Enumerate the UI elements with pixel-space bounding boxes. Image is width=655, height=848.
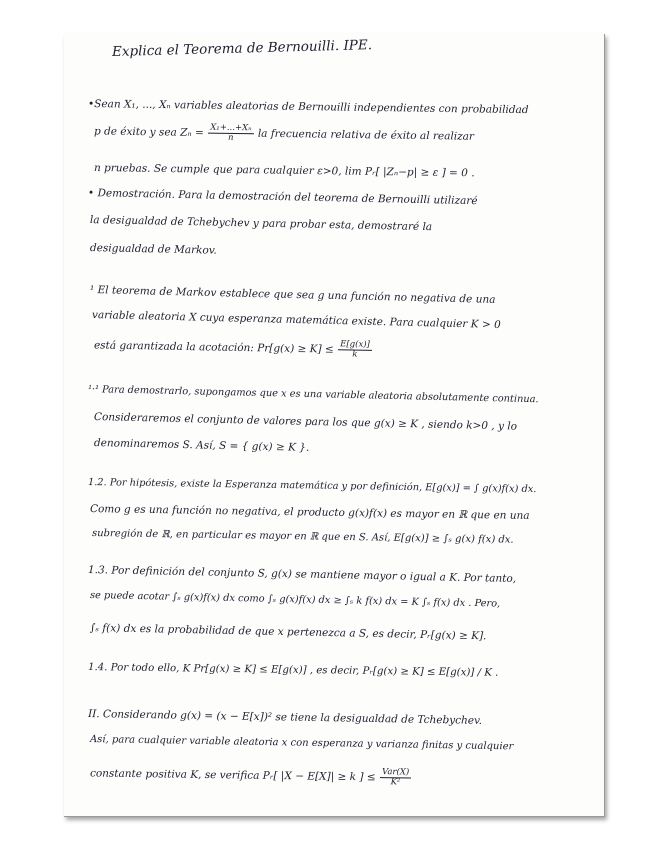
markov-fraction-numerator: E[g(x)] [338,340,372,351]
p5-line-1: 1.2. Por hipótesis, existe la Esperanza matemática y por definición, E[g(x)] = ∫ g(x)f(x) dx. [87,477,537,496]
p6-line-3: ∫ₛ f(x) dx es la probabilidad de que x pertenezca a S, es decir, Pᵣ[g(x) ≥ K]. [89,622,487,643]
p4-line-1: ¹·¹ Para demostrarlo, supongamos que x es una variable aleatoria absolutamente continua. [87,384,539,406]
p3-line-1: ¹ El teorema de Markov establece que sea g una función no negativa de una [89,284,496,306]
p7-line-1: 1.4. Por todo ello, K Pr[g(x) ≥ K] ≤ E[g(x)] , es decir, Pᵣ[g(x) ≥ K] ≤ E[g(x)] / K . [87,662,499,679]
z-fraction-numerator: X₁+...+Xₙ [208,124,253,135]
p1-line-1: •Sean X₁, ..., Xₙ variables aleatorias de Bernouilli independientes con probabilidad [87,98,529,117]
p4-line-2: Consideraremos el conjunto de valores para los que g(x) ≥ K , siendo k>0 , y lo [93,411,518,433]
p5-line-2: Como g es una función no negativa, el producto g(x)f(x) es mayor en ℝ que en una [89,503,530,522]
tchebychev-fraction-denominator: K² [390,777,401,788]
p1-line-3: n pruebas. Se cumple que para cualquier ε>0, lim Pᵣ[ |Zₙ−p| ≥ ε ] = 0 . [93,162,475,180]
tchebychev-fraction-numerator: Var(X) [380,768,411,778]
p3-line-3 [94,336,373,360]
markov-fraction [338,340,372,359]
p6-line-1: 1.3. Por definición del conjunto S, g(x) se mantiene mayor o igual a K. Por tanto, [87,564,517,585]
p2-line-2: la desigualdad de Tchebychev y para probar esta, demostraré la [89,214,433,234]
p3-line-2: variable aleatoria X cuya esperanza matemática existe. Para cualquier K > 0 [91,309,501,331]
p2-line-3: desigualdad de Markov. [89,242,217,257]
page-title: Explica el Teorema de Bernouilli. IPE. [111,37,373,60]
p6-line-2: se puede acotar ∫ₛ g(x)f(x) dx como ∫ₛ g(x)f(x) dx ≥ ∫ₛ k f(x) dx = K ∫ₛ f(x) dx . Pero, [89,590,501,610]
p1-line-2-end: la frecuencia relativa de éxito al realizar [257,127,475,143]
p5-line-3: subregión de ℝ, en particular es mayor en ℝ que en S. Así, E[g(x)] ≥ ∫ₛ g(x) f(x) dx. [91,528,514,546]
tchebychev-fraction [380,768,411,787]
p8-line-3-start: constante positiva K, se verifica Pᵣ[ |X − E[X]| ≥ k ] ≤ [89,767,376,784]
handwritten-page [64,34,605,817]
p8-line-3 [90,764,412,787]
z-fraction-denominator: n [227,132,234,143]
p8-line-1: II. Considerando g(x) = (x − E[x])² se tiene la desigualdad de Tchebychev. [87,708,483,727]
markov-fraction-denominator: k [352,349,358,360]
p2-line-1: • Demostración. Para la demostración del teorema de Bernouilli utilizaré [87,187,478,208]
p1-line-2-start: p de éxito y sea Zₙ = [93,125,204,139]
p3-line-3-start: está garantizada la acotación: Pr[g(x) ≥ K] ≤ [93,339,334,356]
p8-line-2: Así, para cualquier variable aleatoria x con esperanza y varianza finitas y cualquier [89,734,514,753]
p1-line-2 [94,122,474,146]
z-fraction [208,124,254,143]
p4-line-3: denominaremos S. Así, S = { g(x) ≥ K }. [93,437,310,454]
